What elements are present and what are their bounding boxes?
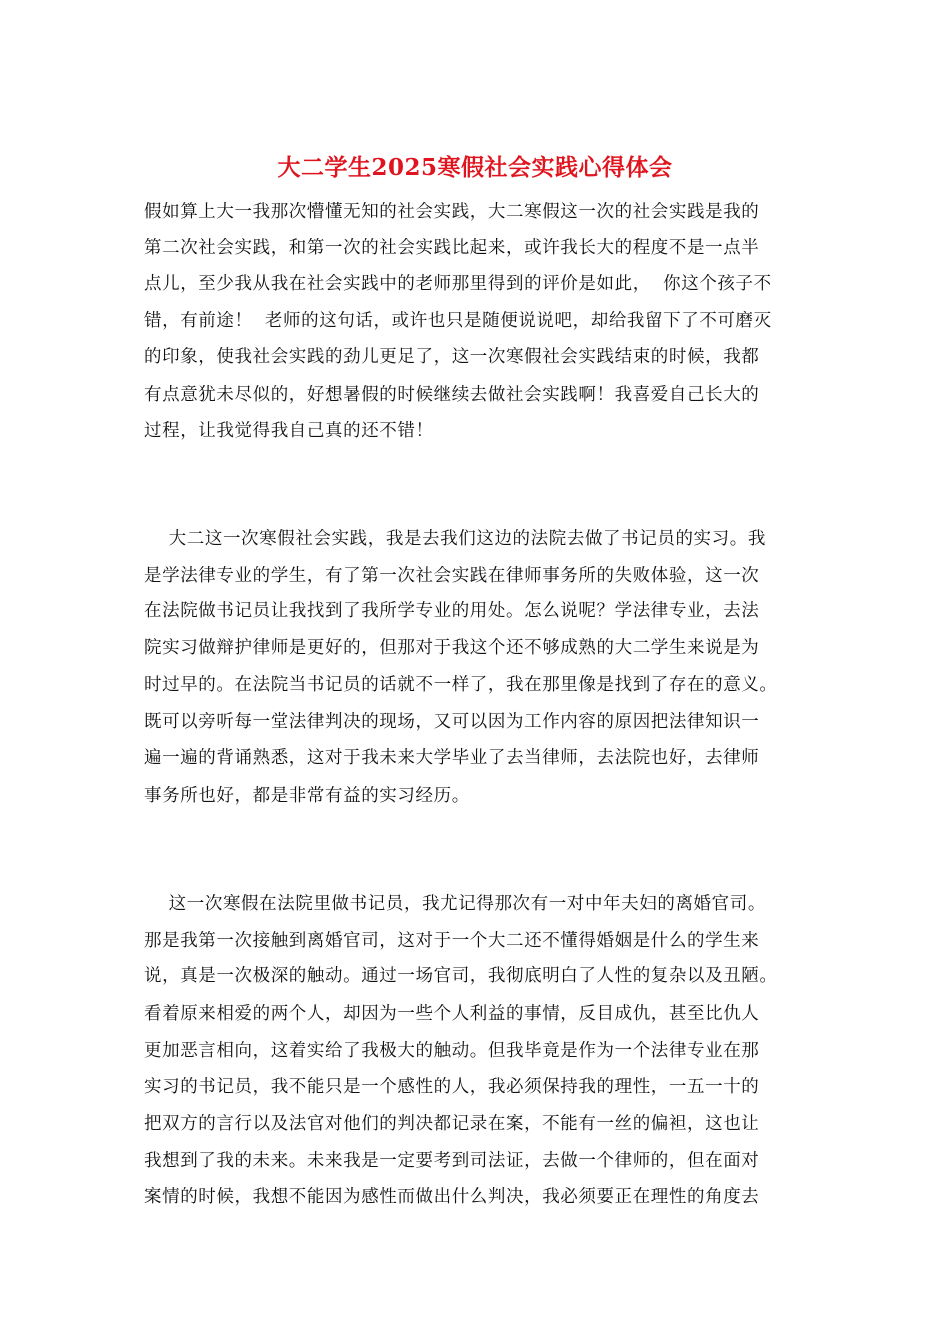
paragraph-line: 更加恶言相向，这着实给了我极大的触动。但我毕竟是作为一个法律专业在那 bbox=[144, 1041, 760, 1061]
paragraph-line: 点儿，至少我从我在社会实践中的老师那里得到的评价是如此， 你这个孩子不 bbox=[144, 274, 772, 294]
paragraph-line: 把双方的言行以及法官对他们的判决都记录在案，不能有一丝的偏袒，这也让 bbox=[144, 1114, 760, 1134]
paragraph-line: 实习的书记员，我不能只是一个感性的人，我必须保持我的理性，一五一十的 bbox=[144, 1077, 760, 1097]
paragraph-line: 的印象，使我社会实践的劲儿更足了，这一次寒假社会实践结束的时候，我都 bbox=[144, 347, 760, 367]
paragraph-line: 第二次社会实践，和第一次的社会实践比起来，或许我长大的程度不是一点半 bbox=[144, 238, 760, 258]
paragraph-line: 说，真是一次极深的触动。通过一场官司，我彻底明白了人性的复杂以及丑陋。 bbox=[144, 966, 778, 986]
paragraph-line: 事务所也好，都是非常有益的实习经历。 bbox=[144, 786, 470, 806]
paragraph-line: 这一次寒假在法院里做书记员，我尤记得那次有一对中年夫妇的离婚官司。 bbox=[144, 894, 766, 914]
paragraph-line: 是学法律专业的学生，有了第一次社会实践在律师事务所的失败体验，这一次 bbox=[144, 566, 760, 586]
paragraph-line: 我想到了我的未来。未来我是一定要考到司法证，去做一个律师的，但在面对 bbox=[144, 1151, 760, 1171]
paragraph-line: 时过早的。在法院当书记员的话就不一样了，我在那里像是找到了存在的意义。 bbox=[144, 675, 778, 695]
paragraph-line: 假如算上大一我那次懵懂无知的社会实践，大二寒假这一次的社会实践是我的 bbox=[144, 202, 760, 222]
paragraph-line: 大二这一次寒假社会实践，我是去我们这边的法院去做了书记员的实习。我 bbox=[144, 529, 766, 549]
paragraph-line: 遍一遍的背诵熟悉，这对于我未来大学毕业了去当律师，去法院也好，去律师 bbox=[144, 748, 760, 768]
paragraph-line: 既可以旁听每一堂法律判决的现场，又可以因为工作内容的原因把法律知识一 bbox=[144, 712, 760, 732]
paragraph-line: 看着原来相爱的两个人，却因为一些个人利益的事情，反目成仇，甚至比仇人 bbox=[144, 1004, 760, 1024]
paragraph-line: 院实习做辩护律师是更好的，但那对于我这个还不够成熟的大二学生来说是为 bbox=[144, 638, 760, 658]
document-title: 大二学生2025寒假社会实践心得体会 bbox=[277, 154, 673, 181]
paragraph-line: 过程，让我觉得我自己真的还不错！ bbox=[144, 421, 434, 441]
paragraph-line: 那是我第一次接触到离婚官司，这对于一个大二还不懂得婚姻是什么的学生来 bbox=[144, 931, 760, 951]
paragraph-line: 案情的时候，我想不能因为感性而做出什么判决，我必须要正在理性的角度去 bbox=[144, 1187, 760, 1207]
paragraph-line: 在法院做书记员让我找到了我所学专业的用处。怎么说呢？学法律专业，去法 bbox=[144, 601, 760, 621]
paragraph-line: 错，有前途！ 老师的这句话，或许也只是随便说说吧，却给我留下了不可磨灭 bbox=[144, 311, 772, 331]
paragraph-line: 有点意犹未尽似的，好想暑假的时候继续去做社会实践啊！我喜爱自己长大的 bbox=[144, 385, 760, 405]
